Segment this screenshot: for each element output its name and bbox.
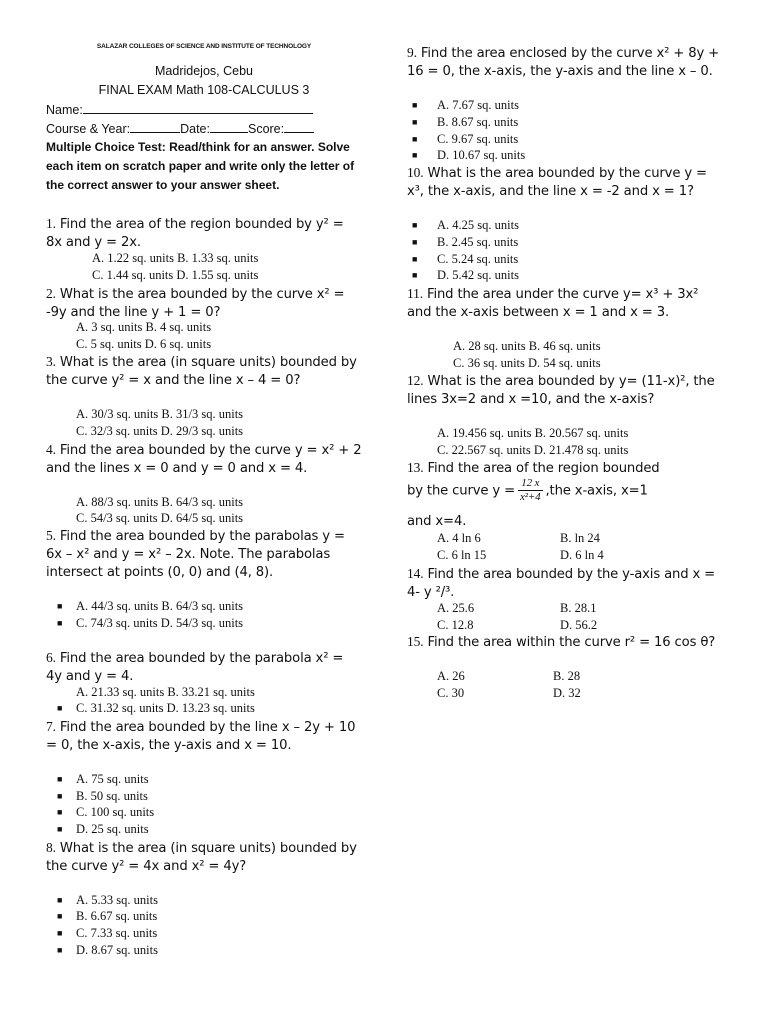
question-10 xyxy=(407,164,725,201)
question-text: Find the area of the region bounded by y² = 8x and y = 2x. xyxy=(46,217,344,250)
question-7 xyxy=(46,718,362,755)
name-label: Name: xyxy=(46,103,83,117)
question-11 xyxy=(407,285,725,322)
question-14-option-b: B. 28.1 xyxy=(560,601,597,615)
question-13-option-d: D. 6 ln 4 xyxy=(560,548,604,562)
score-blank xyxy=(284,121,314,133)
question-text: and x=4. xyxy=(407,514,467,529)
bullet-icon: ■ xyxy=(412,254,418,264)
question-text: Find the area bounded by the line x – 2y + 10 = 0, the x-axis, the y-axis and x = 10. xyxy=(46,720,356,753)
question-14-option-a: A. 25.6 xyxy=(437,601,475,615)
fraction-denominator: x²+4 xyxy=(520,491,541,503)
bullet-icon: ■ xyxy=(412,220,418,230)
instructions: Multiple Choice Test: Read/think for an answer. Solve each item on scratch paper and write only the letter of the correct answer to your answer sheet. xyxy=(46,140,355,192)
question-13-option-c: C. 6 ln 15 xyxy=(437,548,487,562)
bullet-icon: ■ xyxy=(57,911,63,921)
question-15-option-a: A. 26 xyxy=(437,669,465,683)
bullet-icon: ■ xyxy=(412,150,418,160)
question-13-end xyxy=(407,513,725,531)
question-8 xyxy=(46,839,362,876)
bullet-icon: ■ xyxy=(412,237,418,247)
bullet-icon: ■ xyxy=(57,703,63,713)
school-location: Madridejos, Cebu xyxy=(155,64,253,78)
bullet-icon: ■ xyxy=(57,895,63,905)
question-9-option-a: A. 7.67 sq. units xyxy=(437,98,519,112)
question-text: by the curve y = xyxy=(407,483,515,499)
date-label: Date: xyxy=(180,122,210,136)
question-7-option-a: A. 75 sq. units xyxy=(76,772,149,786)
question-13-option-b: B. ln 24 xyxy=(560,531,600,545)
question-text: What is the area bounded by the curve y = x³, the x-axis, and the line x = -2 and x = 1? xyxy=(407,166,707,199)
school-name: SALAZAR COLLEGES OF SCIENCE AND INSTITUTE OF TECHNOLOGY xyxy=(96,43,312,50)
question-10-option-a: A. 4.25 sq. units xyxy=(437,218,519,232)
question-8-option-a: A. 5.33 sq. units xyxy=(76,893,158,907)
question-number: 7. xyxy=(46,719,56,734)
question-9-option-c: C. 9.67 sq. units xyxy=(437,132,519,146)
question-6-options-row-2: C. 31.32 sq. units D. 13.23 sq. units xyxy=(76,701,255,715)
question-1-options-row-2: C. 1.44 sq. units D. 1.55 sq. units xyxy=(92,268,259,282)
question-number: 8. xyxy=(46,840,56,855)
question-number: 1. xyxy=(46,216,56,231)
question-text: Find the area within the curve r² = 16 cos θ? xyxy=(427,635,716,650)
question-text: What is the area bounded by y= (11-x)², the lines 3x=2 and x =10, and the x-axis? xyxy=(407,374,715,407)
question-text: Find the area bounded by the parabolas y = 6x – x² and y = x² – 2x. Note. The parabolas intersect at points (0, 0) and (4, 8). xyxy=(46,529,345,580)
question-number: 3. xyxy=(46,354,56,369)
question-text: What is the area bounded by the curve x² = -9y and the line y + 1 = 0? xyxy=(46,287,345,320)
question-5-options-row-2: C. 74/3 sq. units D. 54/3 sq. units xyxy=(76,616,244,630)
question-15-option-b: B. 28 xyxy=(553,669,581,683)
question-7-option-d: D. 25 sq. units xyxy=(76,822,149,836)
question-10-option-b: B. 2.45 sq. units xyxy=(437,235,519,249)
question-4 xyxy=(46,441,362,478)
question-number: 15. xyxy=(407,634,424,649)
bullet-icon: ■ xyxy=(57,824,63,834)
course-date-score-line xyxy=(46,121,362,136)
bullet-icon: ■ xyxy=(57,618,63,628)
question-number: 13. xyxy=(407,460,424,475)
question-8-option-d: D. 8.67 sq. units xyxy=(76,943,158,957)
bullet-icon: ■ xyxy=(57,928,63,938)
question-number: 4. xyxy=(46,442,56,457)
question-5-options-row-1: A. 44/3 sq. units B. 64/3 sq. units xyxy=(76,599,244,613)
question-text: What is the area (in square units) bounded by the curve y² = 4x and x² = 4y? xyxy=(46,841,357,874)
question-text: Find the area bounded by the parabola x² = 4y and y = 4. xyxy=(46,651,344,684)
question-14-option-c: C. 12.8 xyxy=(437,618,474,632)
question-12 xyxy=(407,372,725,409)
question-number: 9. xyxy=(407,45,417,60)
question-9 xyxy=(407,44,725,81)
question-text: Find the area bounded by the y-axis and x = 4- y ²/³. xyxy=(407,567,716,600)
question-6-options-row-1: A. 21.33 sq. units B. 33.21 sq. units xyxy=(76,685,255,699)
question-13 xyxy=(407,459,725,478)
bullet-icon: ■ xyxy=(412,100,418,110)
question-12-options-row-2: C. 22.567 sq. units D. 21.478 sq. units xyxy=(437,443,629,457)
question-5 xyxy=(46,527,362,582)
course-label: Course & Year: xyxy=(46,122,131,136)
course-blank xyxy=(130,121,180,133)
question-13-option-a: A. 4 ln 6 xyxy=(437,531,481,545)
question-7-option-c: C. 100 sq. units xyxy=(76,805,155,819)
question-12-options-row-1: A. 19.456 sq. units B. 20.567 sq. units xyxy=(437,426,629,440)
question-text: ,the x-axis, x=1 xyxy=(545,483,648,499)
bullet-icon: ■ xyxy=(57,601,63,611)
question-3 xyxy=(46,353,362,390)
question-10-option-c: C. 5.24 sq. units xyxy=(437,252,519,266)
question-2-options-row-1: A. 3 sq. units B. 4 sq. units xyxy=(76,320,212,334)
question-1-options-row-1: A. 1.22 sq. units B. 1.33 sq. units xyxy=(92,251,259,265)
question-6 xyxy=(46,649,362,686)
bullet-icon: ■ xyxy=(57,807,63,817)
question-3-options-row-1: A. 30/3 sq. units B. 31/3 sq. units xyxy=(76,407,244,421)
question-15-option-d: D. 32 xyxy=(553,686,581,700)
question-number: 12. xyxy=(407,373,424,388)
question-number: 5. xyxy=(46,528,56,543)
question-8-option-c: C. 7.33 sq. units xyxy=(76,926,158,940)
question-2-options-row-2: C. 5 sq. units D. 6 sq. units xyxy=(76,337,212,351)
fraction-numerator: 12 x xyxy=(518,477,543,491)
question-text: Find the area under the curve y= x³ + 3x² and the x-axis between x = 1 and x = 3. xyxy=(407,287,699,320)
question-13-formula-line xyxy=(407,477,725,504)
question-3-options-row-2: C. 32/3 sq. units D. 29/3 sq. units xyxy=(76,424,244,438)
question-text: What is the area (in square units) bounded by the curve y² = x and the line x – 4 = 0? xyxy=(46,355,357,388)
name-blank xyxy=(83,102,313,114)
bullet-icon: ■ xyxy=(57,945,63,955)
name-field xyxy=(46,102,362,117)
question-11-options-row-2: C. 36 sq. units D. 54 sq. units xyxy=(453,356,601,370)
question-number: 11. xyxy=(407,286,423,301)
question-text: Find the area enclosed by the curve x² + 8y + 16 = 0, the x-axis, the y-axis and the line x – 0. xyxy=(407,46,720,79)
question-1 xyxy=(46,215,362,252)
question-text: Find the area of the region bounded xyxy=(427,461,660,476)
question-15-option-c: C. 30 xyxy=(437,686,465,700)
question-number: 10. xyxy=(407,165,424,180)
question-text: Find the area bounded by the curve y = x² + 2 and the lines x = 0 and y = 0 and x = 4. xyxy=(46,443,362,476)
question-15 xyxy=(407,633,725,652)
question-10-option-d: D. 5.42 sq. units xyxy=(437,268,519,282)
question-4-options-row-1: A. 88/3 sq. units B. 64/3 sq. units xyxy=(76,495,244,509)
question-11-options-row-1: A. 28 sq. units B. 46 sq. units xyxy=(453,339,601,353)
question-8-option-b: B. 6.67 sq. units xyxy=(76,909,158,923)
bullet-icon: ■ xyxy=(57,774,63,784)
bullet-icon: ■ xyxy=(412,117,418,127)
question-2 xyxy=(46,285,362,322)
question-4-options-row-2: C. 54/3 sq. units D. 64/5 sq. units xyxy=(76,511,244,525)
question-number: 14. xyxy=(407,566,424,581)
score-label: Score: xyxy=(247,122,285,136)
question-number: 2. xyxy=(46,286,56,301)
question-9-option-b: B. 8.67 sq. units xyxy=(437,115,519,129)
question-number: 6. xyxy=(46,650,56,665)
fraction xyxy=(518,477,543,504)
bullet-icon: ■ xyxy=(57,791,63,801)
exam-title: FINAL EXAM Math 108-CALCULUS 3 xyxy=(98,83,310,97)
bullet-icon: ■ xyxy=(412,134,418,144)
date-blank xyxy=(210,121,248,133)
question-14 xyxy=(407,565,725,602)
bullet-icon: ■ xyxy=(412,270,418,280)
question-9-option-d: D. 10.67 sq. units xyxy=(437,148,526,162)
question-7-option-b: B. 50 sq. units xyxy=(76,789,148,803)
question-14-option-d: D. 56.2 xyxy=(560,618,598,632)
